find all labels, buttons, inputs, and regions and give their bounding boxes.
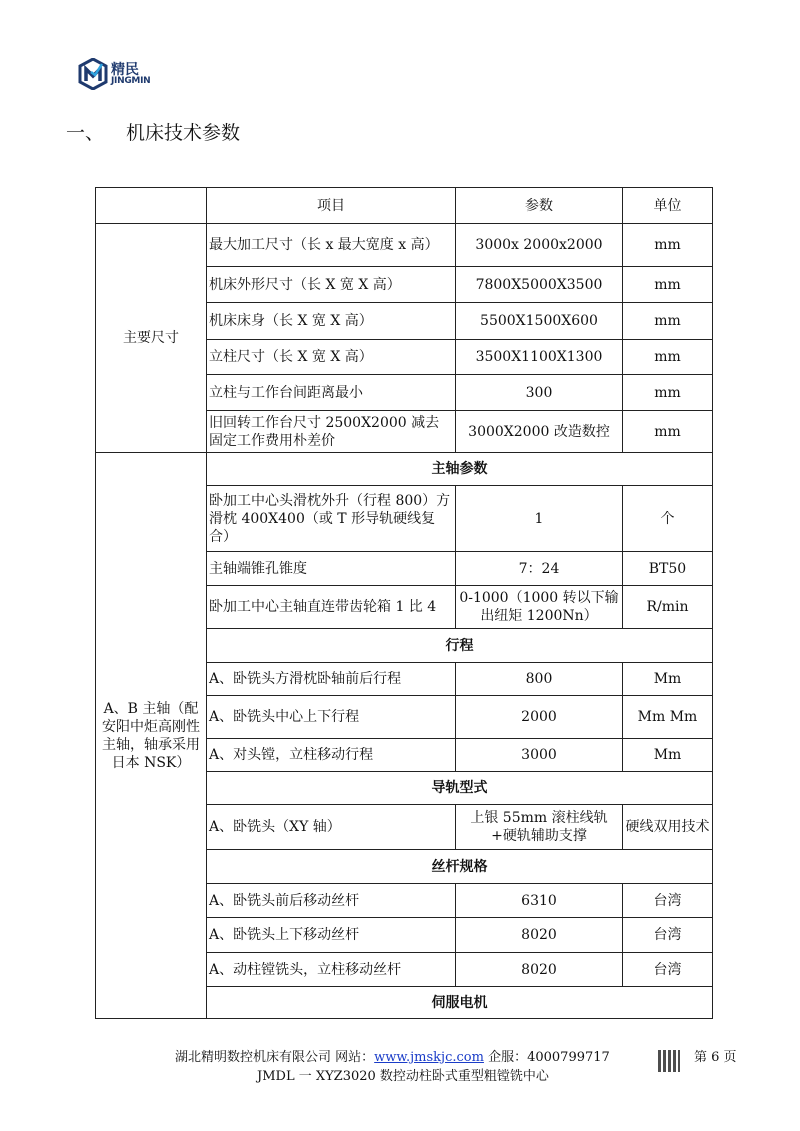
section-title: 伺服电机 <box>207 987 713 1019</box>
item-cell: 卧加工中心头滑枕外升（行程 800）方滑枕 400X400（或 T 形导轨硬线复合） <box>207 486 456 552</box>
item-cell: A、卧铣头方滑枕卧轴前后行程 <box>207 663 456 696</box>
column-header: 项目 <box>207 188 456 224</box>
item-cell: 主轴端锥孔锥度 <box>207 552 456 586</box>
logo-en: JINGMIN <box>111 75 151 86</box>
param-cell: 2000 <box>456 696 623 739</box>
group-label: 主要尺寸 <box>96 224 207 453</box>
logo-icon <box>78 58 108 90</box>
item-cell: 立柱尺寸（长 X 宽 X 高） <box>207 340 456 375</box>
group-label: A、B 主轴（配安阳中炬高刚性主轴，轴承采用日本 NSK） <box>96 453 207 1019</box>
param-cell: 300 <box>456 375 623 411</box>
spec-table <box>95 187 713 1019</box>
page-number: 第 6 页 <box>694 1050 737 1065</box>
unit-cell: 台湾 <box>623 918 713 953</box>
document-title: JMDL 一 XYZ3020 数控动柱卧式重型粗镗铣中心 <box>257 1069 549 1084</box>
service-label: 企服： <box>488 1050 528 1065</box>
header-row <box>96 188 713 224</box>
logo-cn: 精民 <box>111 61 139 78</box>
footer-company: 湖北精明数控机床有限公司 <box>175 1050 332 1065</box>
unit-cell: Mm <box>623 739 713 772</box>
unit-cell: Mm Mm <box>623 696 713 739</box>
column-header: 参数 <box>456 188 623 224</box>
unit-cell: 台湾 <box>623 953 713 987</box>
param-cell: 7800X5000X3500 <box>456 267 623 303</box>
param-cell: 3000X2000 改造数控 <box>456 411 623 453</box>
section-title: 导轨型式 <box>207 772 713 805</box>
item-cell: 立柱与工作台间距离最小 <box>207 375 456 411</box>
param-cell: 3000x 2000x2000 <box>456 224 623 267</box>
item-cell: A、卧铣头（XY 轴） <box>207 805 456 850</box>
footer-contact <box>175 1046 610 1065</box>
unit-cell: BT50 <box>623 552 713 586</box>
param-cell: 0-1000（1000 转以下输出纽矩 1200Nn） <box>456 586 623 629</box>
section-title: 行程 <box>207 629 713 663</box>
unit-cell: mm <box>623 303 713 340</box>
item-cell: 最大加工尺寸（长 x 最大宽度 x 高） <box>207 224 456 267</box>
website-link[interactable]: www.jmskjc.com <box>374 1050 484 1065</box>
unit-cell: 个 <box>623 486 713 552</box>
item-cell: A、对头镗，立柱移动行程 <box>207 739 456 772</box>
column-header: 单位 <box>623 188 713 224</box>
unit-cell: 硬线双用技术 <box>623 805 713 850</box>
unit-cell: R/min <box>623 586 713 629</box>
param-cell: 800 <box>456 663 623 696</box>
heading-number: 一、 <box>66 122 105 144</box>
unit-cell: mm <box>623 411 713 453</box>
item-cell: A、卧铣头中心上下行程 <box>207 696 456 739</box>
item-cell: A、卧铣头上下移动丝杆 <box>207 918 456 953</box>
service-phone: 4000799717 <box>527 1050 610 1065</box>
item-cell: 机床外形尺寸（长 X 宽 X 高） <box>207 267 456 303</box>
param-cell: 8020 <box>456 918 623 953</box>
item-cell: A、卧铣头前后移动丝杆 <box>207 884 456 918</box>
unit-cell: mm <box>623 267 713 303</box>
param-cell: 5500X1500X600 <box>456 303 623 340</box>
table-row <box>96 224 713 267</box>
item-cell: 卧加工中心主轴直连带齿轮箱 1 比 4 <box>207 586 456 629</box>
param-cell: 3000 <box>456 739 623 772</box>
section-heading <box>66 118 240 145</box>
item-cell: 机床床身（长 X 宽 X 高） <box>207 303 456 340</box>
param-cell: 8020 <box>456 953 623 987</box>
param-cell: 上银 55mm 滚柱线轨+硬轨辅助支撑 <box>456 805 623 850</box>
heading-title: 机床技术参数 <box>126 122 241 144</box>
section-title: 主轴参数 <box>207 453 713 486</box>
section-row <box>96 453 713 486</box>
unit-cell: mm <box>623 375 713 411</box>
qr-code-icon <box>658 1050 680 1072</box>
param-cell: 3500X1100X1300 <box>456 340 623 375</box>
param-cell: 1 <box>456 486 623 552</box>
column-header <box>96 188 207 224</box>
company-logo <box>78 58 150 90</box>
unit-cell: 台湾 <box>623 884 713 918</box>
param-cell: 6310 <box>456 884 623 918</box>
item-cell: A、动柱镗铣头，立柱移动丝杆 <box>207 953 456 987</box>
unit-cell: Mm <box>623 663 713 696</box>
unit-cell: mm <box>623 224 713 267</box>
unit-cell: mm <box>623 340 713 375</box>
item-cell: 旧回转工作台尺寸 2500X2000 减去固定工作费用朴差价 <box>207 411 456 453</box>
param-cell: 7：24 <box>456 552 623 586</box>
site-label: 网站： <box>335 1050 375 1065</box>
section-title: 丝杆规格 <box>207 850 713 884</box>
